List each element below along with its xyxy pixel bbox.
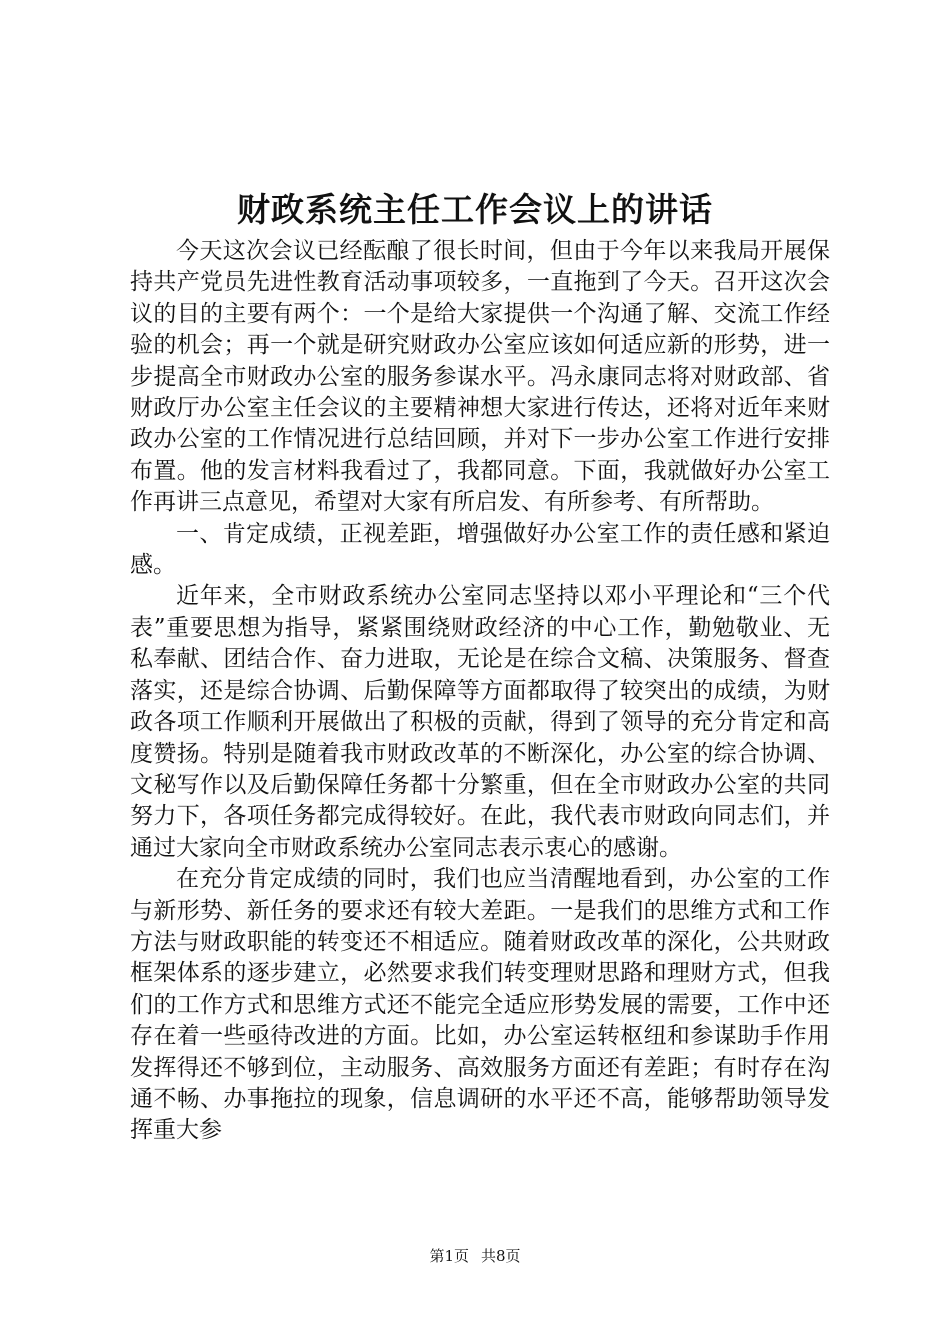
paragraph-intro: 今天这次会议已经酝酿了很长时间，但由于今年以来我局开展保持共产党员先进性教育活动事项较多，一直拖到了今天。召开这次会议的目的主要有两个：一个是给大家提供一个沟通了解、交流工作经验的机会；再一个就是研究财政办公室应该如何适应新的形势，进一步提高全市财政办公室的服务参谋水平。冯永康同志将对财政部、省财政厅办公室主任会议的主要精神想大家进行传达，还将对近年来财政办公室的工作情况进行总结回顾，并对下一步办公室工作进行安排布置。他的发言材料我看过了，我都同意。下面，我就做好办公室工作再讲三点意见，希望对大家有所启发、有所参考、有所帮助。 bbox=[130, 238, 830, 516]
document-title: 财政系统主任工作会议上的讲话 bbox=[237, 190, 713, 229]
paragraph-achievements: 近年来，全市财政系统办公室同志坚持以邓小平理论和“三个代表”重要思想为指导，紧紧围绕财政经济的中心工作，勤勉敬业、无私奉献、团结合作、奋力进取，无论是在综合文稿、决策服务、督查落实，还是综合协调、后勤保障等方面都取得了较突出的成绩，为财政各项工作顺利开展做出了积极的贡献，得到了领导的充分肯定和高度赞扬。特别是随着我市财政改革的不断深化，办公室的综合协调、文秘写作以及后勤保障任务都十分繁重，但在全市财政办公室的共同努力下，各项任务都完成得较好。在此，我代表市财政向同志们，并通过大家向全市财政系统办公室同志表示衷心的感谢。 bbox=[130, 583, 830, 861]
page-number: 第1页 bbox=[429, 1247, 469, 1265]
section-heading-1: 一、肯定成绩，正视差距，增强做好办公室工作的责任感和紧迫感。 bbox=[130, 520, 830, 579]
paragraph-gaps: 在充分肯定成绩的同时，我们也应当清醒地看到，办公室的工作与新形势、新任务的要求还有较大差距。一是我们的思维方式和工作方法与财政职能的转变还不相适应。随着财政改革的深化，公共财政框架体系的逐步建立，必然要求我们转变理财思路和理财方式，但我们的工作方式和思维方式还不能完全适应形势发展的需要，工作中还存在着一些亟待改进的方面。比如，办公室运转枢纽和参谋助手作用发挥得还不够到位，主动服务、高效服务方面还有差距；有时存在沟通不畅、办事拖拉的现象，信息调研的水平还不高，能够帮助领导发挥重大参 bbox=[130, 866, 830, 1144]
document-body bbox=[130, 236, 830, 1147]
page-footer bbox=[0, 1246, 950, 1266]
page-total: 共8页 bbox=[481, 1247, 521, 1265]
